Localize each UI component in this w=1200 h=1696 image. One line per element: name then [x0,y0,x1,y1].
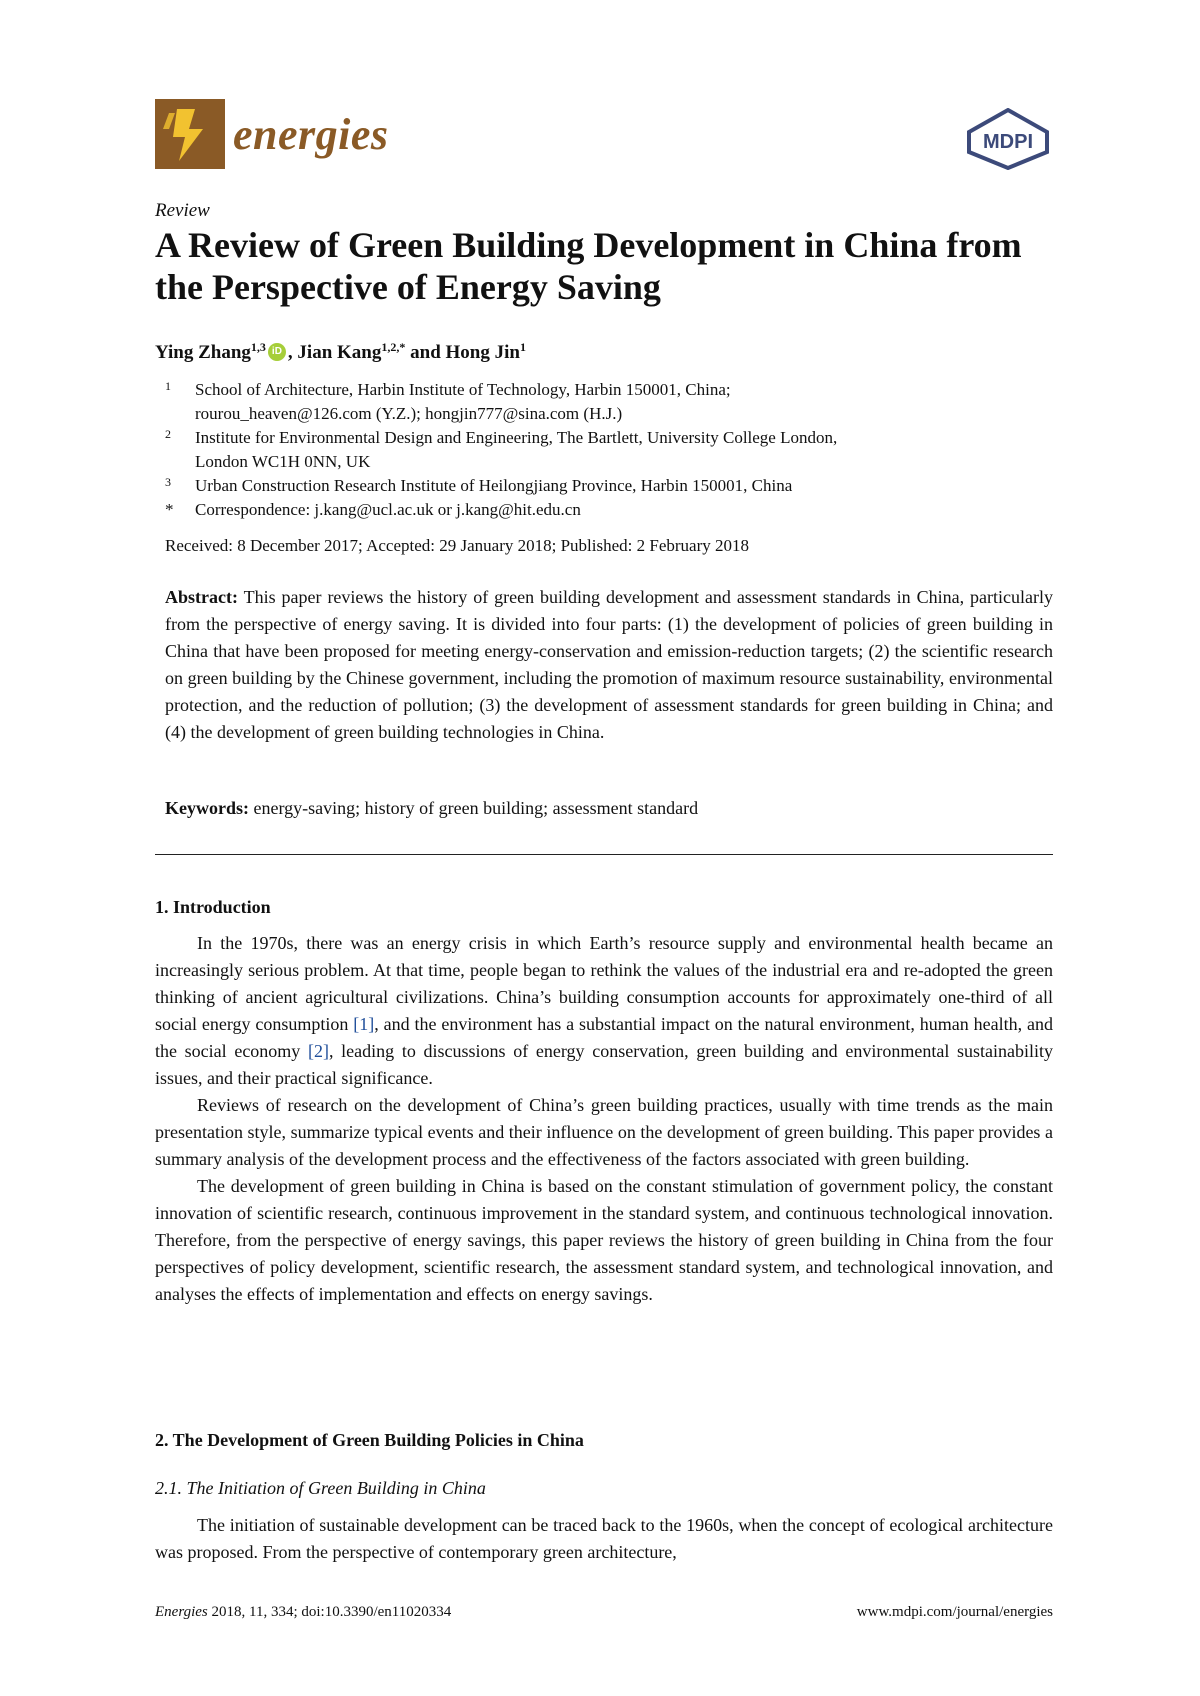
affiliation-text [195,426,1055,474]
abstract [165,584,1053,746]
author-name[interactable]: Ying Zhang [155,342,251,363]
affiliation-mark: * [165,500,174,519]
affiliation-line: London WC1H 0NN, UK [195,452,371,471]
author-name[interactable]: , Jian Kang [287,342,382,363]
section-body [155,930,1053,1308]
subsection-heading: 2.1. The Initiation of Green Building in China [155,1478,486,1498]
abstract-label: Abstract: [165,587,238,607]
footer-doi[interactable]: 2018, 11, 334; doi:10.3390/en11020334 [207,1604,452,1620]
journal-name: energies [233,109,389,159]
paragraph [155,930,1053,1092]
affiliation-line: School of Architecture, Harbin Institute of Technology, Harbin 150001, China; [195,380,731,399]
author-affil-sup: 1,3 [250,340,266,354]
affiliation-item [165,498,1055,522]
keywords [165,798,698,819]
affiliation-item [165,378,1055,426]
correspondence[interactable]: Correspondence: j.kang@ucl.ac.uk or j.kang@hit.edu.cn [195,500,581,519]
affiliation-emails[interactable]: rourou_heaven@126.com (Y.Z.); hongjin777@sina.com (H.J.) [195,404,623,423]
citation-link[interactable]: [1] [353,1014,375,1034]
affiliations [165,378,1055,522]
paper-title: A Review of Green Building Development in China from the Perspective of Energy Saving [155,225,1022,307]
orcid-icon[interactable]: iD [268,343,286,361]
footer-url[interactable]: www.mdpi.com/journal/energies [856,1604,1053,1620]
keywords-text: energy-saving; history of green building; assessment standard [249,798,699,818]
affiliation-line: Institute for Environmental Design and Engineering, The Bartlett, University College London, [195,428,838,447]
paragraph: The development of green building in China is based on the constant stimulation of government policy, the constant innovation of scientific research, continuous improvement in the standard system, and continuous technological innovation. Therefore, from the perspective of energy savings, this paper reviews the history of green building in China from the four perspectives of policy development, scientific research, the assessment standard system, and technological innovation, and analyses the effects of implementation and effects on energy savings. [155,1176,1053,1304]
article-type: Review [155,200,210,221]
affiliation-text [195,378,1055,426]
paragraph-text: In the 1970s, there was an energy crisis in which Earth’s resource supply and environmental health became an increasingly serious problem. At that time, people began to rethink the values of the industrial era and re-adopted the green thinking of ancient agricultural civilizations. China’s building consumption accounts for approximately one-third of all social energy consumption [155,933,1053,1034]
author-list [155,342,526,364]
section-heading: 2. The Development of Green Building Policies in China [155,1430,584,1450]
publication-dates: Received: 8 December 2017; Accepted: 29 January 2018; Published: 2 February 2018 [165,536,749,555]
footer-citation [155,1604,451,1621]
affiliation-text: Urban Construction Research Institute of Heilongjiang Province, Harbin 150001, China [195,476,793,495]
mdpi-logo [963,108,1053,170]
abstract-text: This paper reviews the history of green building development and assessment standards in China, particularly from the perspective of energy saving. It is divided into four parts: (1) the development of policies of green building in China that have been proposed for meeting energy-conservation and emission-reduction targets; (2) the scientific research on green building by the Chinese government, including the promotion of maximum resource sustainability, environmental protection, and the reduction of pollution; (3) the development of assessment standards for green building in China; and (4) the development of green building technologies in China. [165,587,1053,742]
footer-journal: Energies [155,1604,208,1620]
author-affil-sup: 1 [519,340,526,354]
paragraph: The initiation of sustainable development can be traced back to the 1960s, when the concept of ecological architecture was proposed. From the perspective of contemporary green architecture, [155,1515,1053,1562]
paragraph-text: , leading to discussions of energy conservation, green building and environmental sustainability issues, and their practical significance. [155,1041,1053,1088]
paragraph-text: , and the environment has a substantial impact on the natural environment, human health, and the social economy [155,1014,1054,1061]
section-body [155,1512,1053,1566]
affiliation-mark: 2 [165,427,171,441]
affiliation-item [165,474,1055,498]
section-heading: 1. Introduction [155,897,271,917]
paragraph: Reviews of research on the development of China’s green building practices, usually with time trends as the main presentation style, summarize typical events and their influence on the development of green building. This paper provides a summary analysis of the development process and the effectiveness of the factors associated with green building. [155,1095,1053,1169]
lightning-bolt-icon [155,99,225,169]
affiliation-mark: 3 [165,475,171,489]
journal-logo [155,98,389,170]
citation-link[interactable]: [2] [308,1041,329,1061]
affiliation-item [165,426,1055,474]
keywords-label: Keywords: [165,798,249,818]
author-affil-sup: 1,2,* [381,340,406,354]
publisher-name: MDPI [983,131,1033,153]
affiliation-mark: 1 [165,379,171,393]
divider [155,854,1053,855]
author-name[interactable]: and Hong Jin [405,342,520,363]
